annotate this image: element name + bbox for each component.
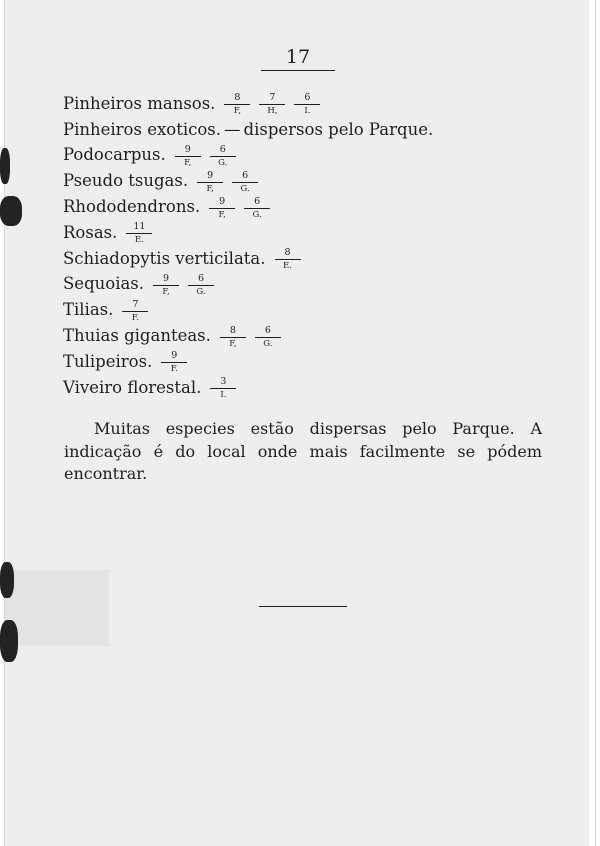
reference-section-letter: F, [206, 183, 214, 194]
reference-plot-number: 6 [232, 171, 258, 183]
binding-hole-mark [0, 562, 14, 598]
book-page [4, 0, 596, 846]
location-reference [126, 222, 152, 245]
species-name: Rosas. [63, 222, 118, 242]
binding-hole-mark [0, 620, 18, 662]
location-reference [259, 93, 285, 116]
closing-rule [259, 606, 347, 607]
reference-plot-number: 9 [161, 351, 187, 363]
species-name: Viveiro florestal. [63, 377, 202, 397]
reference-section-letter: I. [304, 106, 311, 117]
reference-plot-number: 8 [224, 93, 250, 105]
species-name: Tulipeiros. [63, 351, 153, 371]
location-reference [210, 145, 236, 168]
reference-section-letter: F, [233, 106, 242, 117]
reference-section-letter: F, [184, 157, 192, 168]
dash-separator: — [224, 120, 241, 140]
reference-section-letter: F, [218, 209, 226, 220]
reference-section-letter: F. [131, 312, 140, 323]
location-reference [209, 197, 235, 220]
species-entry [63, 91, 563, 117]
reference-section-letter: I. [220, 390, 227, 401]
reference-section-letter: E. [134, 235, 144, 246]
species-entry [63, 297, 563, 323]
reference-plot-number: 6 [210, 145, 236, 157]
location-reference [294, 93, 320, 116]
location-reference [175, 145, 201, 168]
location-note: dispersos pelo Parque. [243, 119, 434, 139]
reference-plot-number: 6 [188, 274, 214, 286]
reference-plot-number: 9 [153, 274, 179, 286]
reference-plot-number: 9 [197, 171, 223, 183]
species-entry [63, 220, 563, 246]
species-name: Podocarpus. [63, 145, 166, 165]
reference-section-letter: G. [240, 183, 250, 194]
location-reference [232, 171, 258, 194]
species-entry [63, 349, 563, 375]
location-reference [275, 248, 301, 271]
reference-section-letter: F, [229, 338, 237, 349]
page-number: 17 [261, 46, 335, 71]
reference-plot-number: 8 [220, 326, 246, 338]
location-reference [197, 171, 223, 194]
species-name: Pinheiros mansos. [63, 93, 216, 113]
location-reference [220, 326, 246, 349]
species-name: Tilias. [63, 300, 114, 320]
reference-section-letter: H, [267, 106, 278, 117]
reference-plot-number: 7 [259, 93, 285, 105]
species-entry [63, 117, 563, 143]
species-name: Pseudo tsugas. [63, 171, 189, 191]
location-reference [188, 274, 214, 297]
reference-section-letter: G. [218, 157, 228, 168]
species-index-list [63, 91, 563, 401]
species-entry [63, 375, 563, 401]
binding-hole-mark [0, 148, 10, 184]
location-reference [153, 274, 179, 297]
page-edge [589, 0, 595, 846]
species-entry [63, 323, 563, 349]
species-name: Pinheiros exoticos. [63, 119, 222, 139]
species-name: Thuias giganteas. [63, 326, 211, 346]
reference-plot-number: 7 [122, 300, 148, 312]
location-reference [224, 93, 250, 116]
binding-hole-mark [0, 196, 22, 226]
species-entry [63, 143, 563, 169]
footnote-paragraph: Muitas especies estão dispersas pelo Parque. A indicação é do local onde mais facilmente se pódem encontrar. [64, 419, 542, 483]
species-name: Schiadopytis verticilata. [63, 248, 266, 268]
reference-plot-number: 6 [244, 197, 270, 209]
species-entry [63, 272, 563, 298]
location-reference [244, 197, 270, 220]
reference-section-letter: E. [283, 261, 292, 272]
paper-stain [5, 570, 109, 646]
reference-section-letter: G. [196, 286, 206, 297]
reference-section-letter: G. [263, 338, 273, 349]
reference-section-letter: G. [252, 209, 262, 220]
reference-plot-number: 3 [210, 377, 236, 389]
reference-plot-number: 6 [255, 326, 281, 338]
location-reference [122, 300, 148, 323]
reference-section-letter: F, [162, 286, 170, 297]
reference-plot-number: 11 [126, 222, 152, 234]
species-entry [63, 194, 563, 220]
reference-plot-number: 9 [175, 145, 201, 157]
location-reference [210, 377, 236, 400]
species-entry [63, 246, 563, 272]
species-name: Rhododendrons. [63, 197, 201, 217]
reference-plot-number: 9 [209, 197, 235, 209]
reference-plot-number: 8 [275, 248, 301, 260]
location-reference [255, 326, 281, 349]
species-entry [63, 168, 563, 194]
species-name: Sequoias. [63, 274, 145, 294]
reference-plot-number: 6 [294, 93, 320, 105]
location-reference [161, 351, 187, 374]
reference-section-letter: F. [170, 364, 178, 375]
